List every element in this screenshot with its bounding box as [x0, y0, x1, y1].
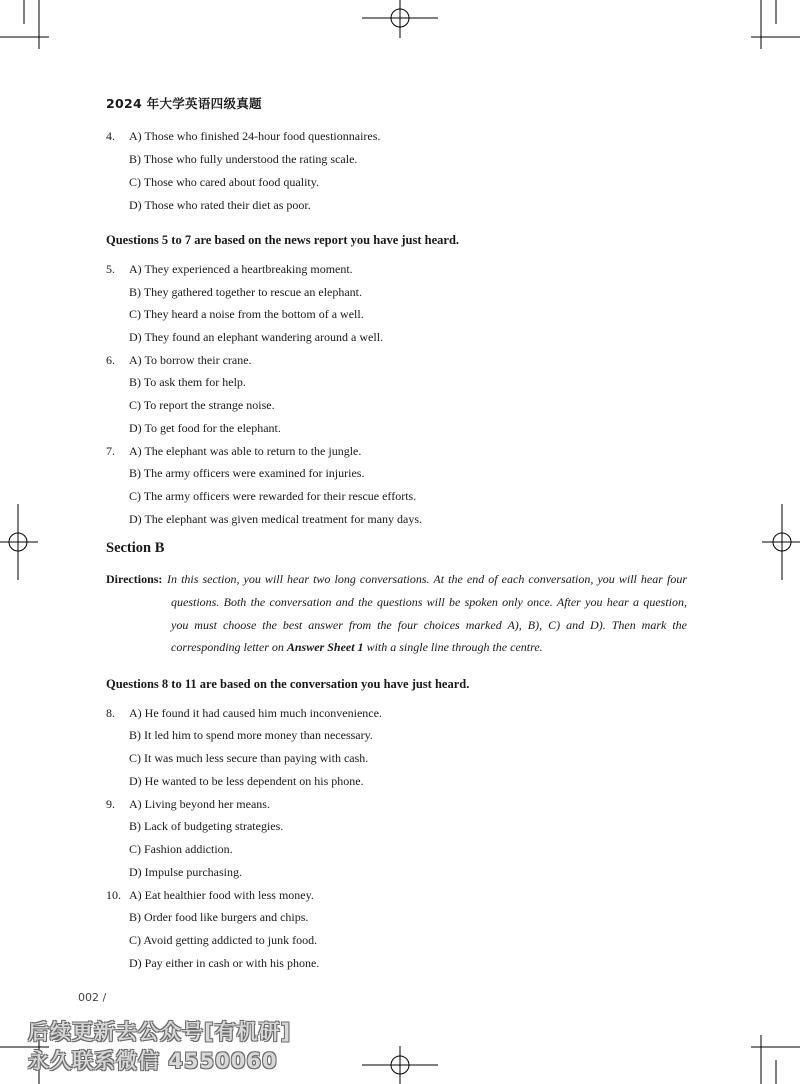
option-d: D) They found an elephant wandering around a well. — [129, 330, 384, 344]
option-a: A) The elephant was able to return to the jungle. — [129, 444, 362, 458]
option-c: C) It was much less secure than paying with cash. — [129, 751, 369, 765]
directions-line: In this section, you will hear two long conversations. At the end of each conversation, you will hear four — [167, 572, 687, 586]
option-b: B) Order food like burgers and chips. — [129, 910, 309, 924]
registration-mark-bottom — [362, 1046, 438, 1084]
option-b: B) They gathered together to rescue an elephant. — [129, 285, 363, 299]
question-number: 6. — [106, 353, 115, 367]
question-number: 7. — [106, 444, 115, 458]
option-d: D) Pay either in cash or with his phone. — [129, 956, 320, 970]
option-c: C) The army officers were rewarded for their rescue efforts. — [129, 489, 417, 503]
registration-mark-left — [0, 504, 38, 580]
option-b: B) Those who fully understood the rating scale. — [129, 152, 358, 166]
watermark-line: 后续更新去公众号[有机研] — [28, 1020, 292, 1044]
option-a: A) He found it had caused him much inconvenience. — [129, 706, 382, 720]
option-d: D) To get food for the elephant. — [129, 421, 281, 435]
question-number: 10. — [106, 888, 121, 902]
option-d: D) The elephant was given medical treatment for many days. — [129, 512, 423, 526]
option-b: B) To ask them for help. — [129, 375, 246, 389]
section-title: Section B — [106, 540, 165, 556]
registration-mark-top — [362, 0, 438, 38]
option-c: C) Avoid getting addicted to junk food. — [129, 933, 318, 947]
option-d: D) Those who rated their diet as poor. — [129, 198, 311, 212]
directions-line: you must choose the best answer from the four choices marked A), B), C) and D). Then mark the — [171, 618, 687, 632]
question-number: 5. — [106, 262, 115, 276]
option-c: C) They heard a noise from the bottom of a well. — [129, 307, 364, 321]
page-header-title: 2024 年大学英语四级真题 — [106, 96, 262, 111]
registration-mark-right — [762, 504, 800, 580]
option-a: A) Living beyond her means. — [129, 797, 270, 811]
directions-line — [171, 640, 543, 655]
option-d: D) Impulse purchasing. — [129, 865, 242, 879]
option-b: B) Lack of budgeting strategies. — [129, 819, 284, 833]
option-c: C) Fashion addiction. — [129, 842, 233, 856]
question-group-heading: Questions 5 to 7 are based on the news report you have just heard. — [106, 233, 460, 247]
option-c: C) Those who cared about food quality. — [129, 175, 319, 189]
watermark-line: 永久联系微信 4550060 — [28, 1049, 278, 1073]
answer-sheet-ref: Answer Sheet 1 — [286, 640, 364, 654]
option-a: A) Eat healthier food with less money. — [129, 888, 314, 902]
directions-text: corresponding letter on — [171, 640, 284, 654]
page-number: 002 / — [78, 991, 107, 1004]
option-a: A) Those who finished 24-hour food questionnaires. — [129, 129, 381, 143]
question-group-heading: Questions 8 to 11 are based on the conversation you have just heard. — [106, 677, 470, 691]
option-a: A) To borrow their crane. — [129, 353, 252, 367]
option-b: B) It led him to spend more money than necessary. — [129, 728, 373, 742]
question-number: 9. — [106, 797, 115, 811]
question-number: 8. — [106, 706, 115, 720]
option-b: B) The army officers were examined for injuries. — [129, 466, 365, 480]
directions-line: questions. Both the conversation and the questions will be spoken only once. After you hear a question, — [171, 595, 687, 609]
directions-label: Directions: — [106, 572, 163, 586]
option-c: C) To report the strange noise. — [129, 398, 275, 412]
question-number: 4. — [106, 129, 115, 143]
directions-text: with a single line through the centre. — [363, 640, 543, 654]
option-d: D) He wanted to be less dependent on his phone. — [129, 774, 364, 788]
option-a: A) They experienced a heartbreaking moment. — [129, 262, 353, 276]
